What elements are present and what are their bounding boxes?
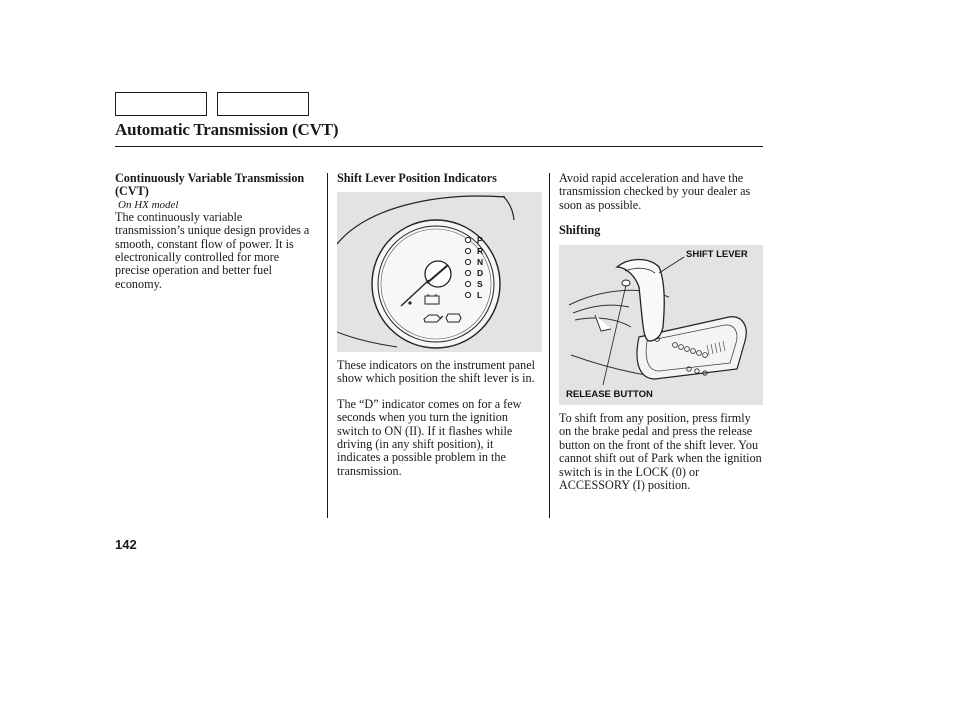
column-divider-2	[549, 173, 550, 518]
release-button-label: RELEASE BUTTON	[566, 389, 653, 400]
shift-lever-figure	[559, 245, 763, 405]
nav-tab-1[interactable]	[115, 92, 207, 116]
title-divider	[115, 146, 763, 147]
shift-lever-knob	[617, 260, 664, 342]
instrument-panel-figure	[337, 192, 542, 352]
indicator-letter-d: D	[477, 268, 484, 278]
indicator-letter-p: P	[477, 235, 483, 245]
acceleration-warning: Avoid rapid acceleration and have the transmission checked by your dealer as soon as possible.	[559, 171, 751, 212]
column-1	[115, 172, 315, 291]
column-2	[337, 172, 537, 185]
shifting-instructions: To shift from any position, press firmly on the brake pedal and press the release button on the front of the shift lever. You cannot shift out of Park when the ignition switch is in the LOCK (0) or ACCESSORY (I) position.	[559, 411, 762, 493]
section-heading-shifting: Shifting	[559, 223, 601, 238]
model-note: On HX model	[118, 198, 179, 211]
shift-lever-label: SHIFT LEVER	[686, 249, 748, 260]
indicator-letter-r: R	[477, 246, 484, 256]
column-3-body	[559, 412, 764, 492]
d-indicator-description: The “D” indicator comes on for a few seconds when you turn the ignition switch to ON (II). If it flashes while driving (in any shift position), it indicates a possible problem in the transmission.	[337, 396, 522, 478]
column-2-body	[337, 359, 537, 478]
column-divider-1	[327, 173, 328, 518]
indicator-letter-s: S	[477, 279, 483, 289]
indicators-description: These indicators on the instrument panel show which position the shift lever is in.	[337, 358, 535, 386]
indicator-letter-n: N	[477, 257, 484, 267]
shift-lever-illustration	[559, 245, 763, 405]
column-3	[559, 172, 764, 238]
nav-tab-2[interactable]	[217, 92, 309, 116]
indicator-letter-l: L	[477, 290, 483, 300]
section-heading-cvt: Continuously Variable Transmission (CVT)	[115, 171, 305, 199]
page-title: Automatic Transmission (CVT)	[115, 120, 339, 139]
cvt-description: The continuously variable transmission’s unique design provides a smooth, constant flow of power. It is electronically controlled for more precise operation and better fuel economy.	[115, 209, 310, 291]
instrument-panel-illustration	[337, 192, 542, 352]
page-number: 142	[115, 537, 137, 552]
section-heading-indicators: Shift Lever Position Indicators	[337, 171, 497, 185]
